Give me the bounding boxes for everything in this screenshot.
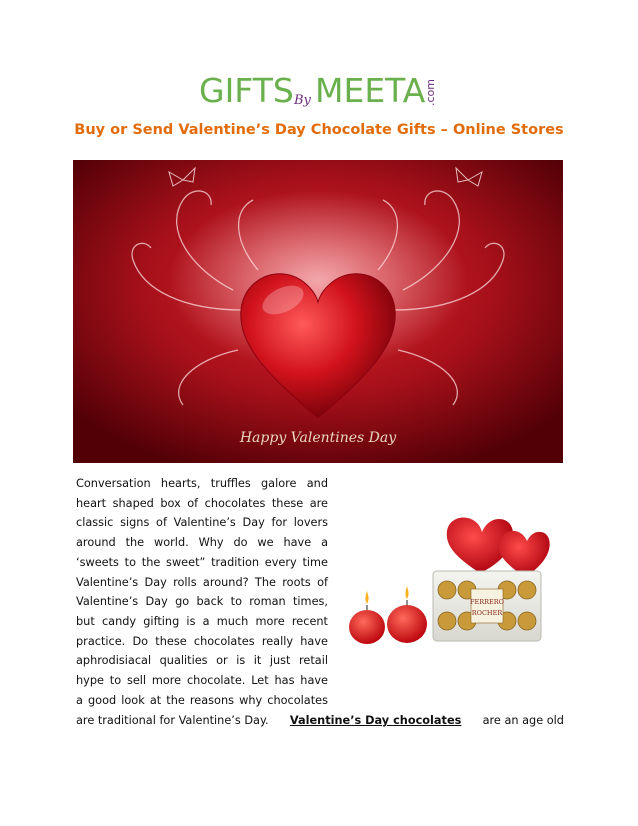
valentines-chocolates-link[interactable]: Valentine’s Day chocolates xyxy=(289,714,462,727)
body-line: aphrodisiacal qualities or is it just retail xyxy=(76,654,328,668)
body-line: ‘sweets to the sweet” tradition every time xyxy=(76,555,328,569)
valentine-banner-image xyxy=(73,160,563,463)
body-line: Valentine’s Day go back to roman times, xyxy=(76,595,328,609)
body-line: hype to sell more chocolate. Let has have xyxy=(76,674,328,688)
article-last-line xyxy=(76,711,564,731)
article-title: Buy or Send Valentine’s Day Chocolate Gifts – Online Stores xyxy=(74,122,564,138)
body-line: around the world. Why do we have a xyxy=(76,536,328,550)
plush-heart-icon xyxy=(499,531,550,577)
body-line: classic signs of Valentine’s Day for lovers xyxy=(76,516,328,530)
logo-by-text: By xyxy=(294,93,311,108)
banner-caption: Happy Valentines Day xyxy=(239,430,397,446)
gifts-by-meeta-logo[interactable] xyxy=(196,66,446,112)
logo-tld-text: .com xyxy=(424,79,437,106)
box-brand-top: FERRERO xyxy=(469,598,505,606)
chocolate-gift-image xyxy=(345,505,550,655)
last-line-before: are traditional for Valentine’s Day. xyxy=(76,714,269,727)
red-candle-icon xyxy=(349,610,385,644)
body-line: heart shaped box of chocolates these are xyxy=(76,496,328,510)
body-line: practice. Do these chocolates really have xyxy=(76,634,328,648)
body-line: a good look at the reasons why chocolates xyxy=(76,693,328,707)
logo-gifts-text: GIFTS xyxy=(199,71,294,110)
body-line: Conversation hearts, truffles galore and xyxy=(76,477,328,490)
box-brand-bottom: ROCHER xyxy=(471,609,503,617)
red-candle-icon xyxy=(387,605,427,643)
last-line-after: are an age old xyxy=(482,714,564,727)
body-line: but candy gifting is a much more recent xyxy=(76,614,328,628)
body-line: Valentine’s Day rolls around? The roots of xyxy=(76,575,328,589)
logo-meeta-text: MEETA xyxy=(315,71,426,110)
article-body xyxy=(76,474,328,710)
